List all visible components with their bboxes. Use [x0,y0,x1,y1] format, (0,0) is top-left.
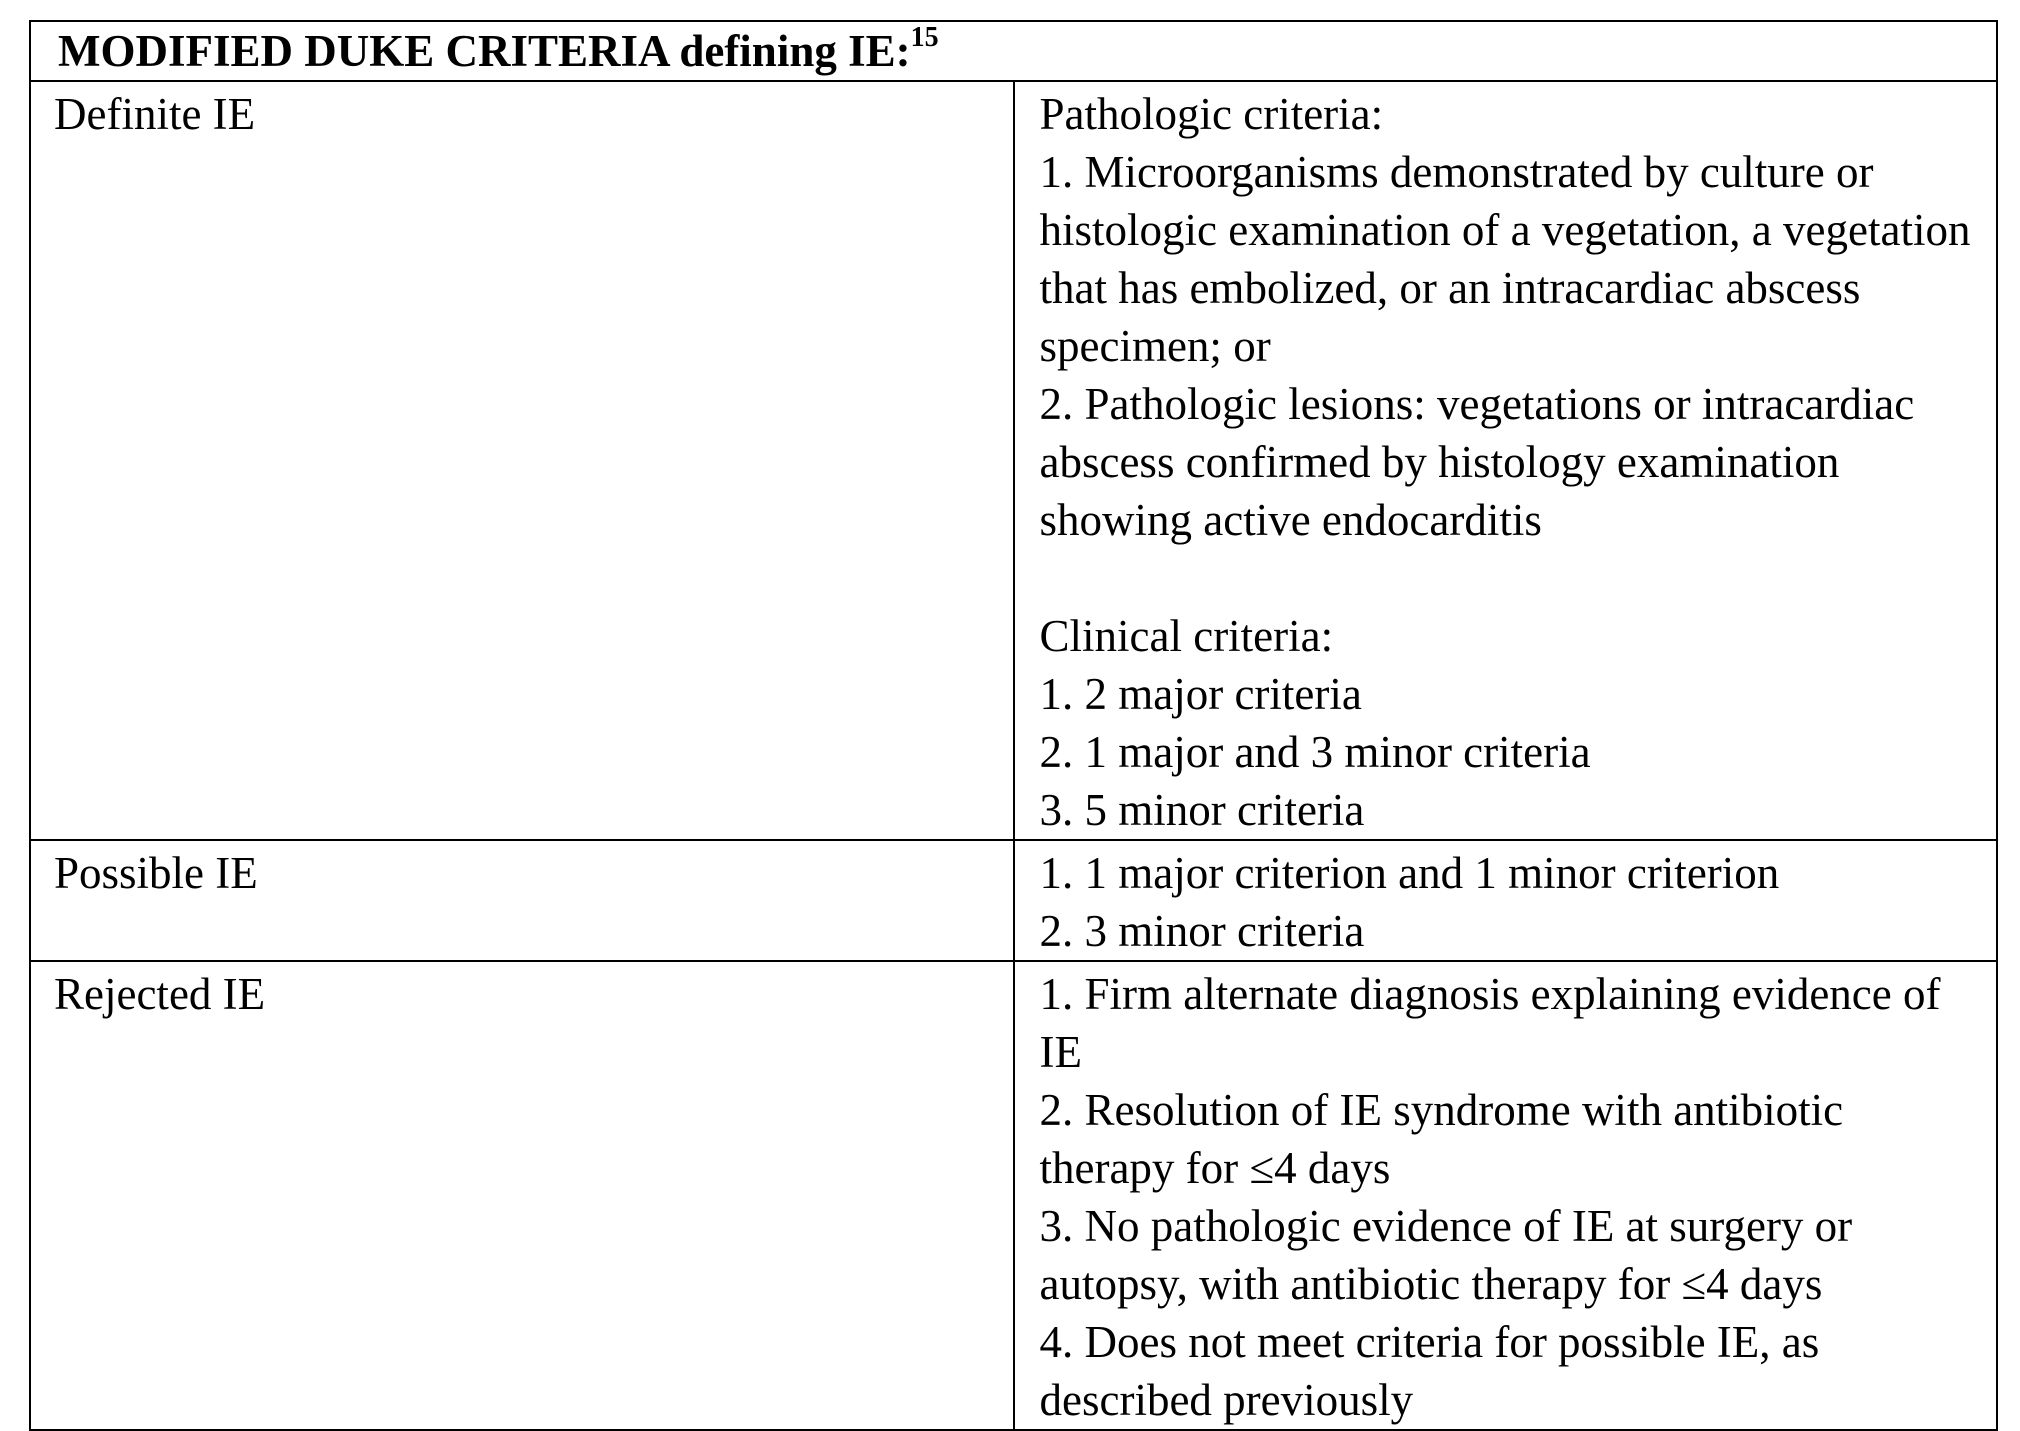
list-item: 1. 2 major criteria [1039,669,1362,719]
criteria-table-container [29,20,1998,1431]
list-item: 2. 3 minor criteria [1039,906,1365,956]
list-item: 3. No pathologic evidence of IE at surgery or autopsy, with antibiotic therapy for ≤4 days [1039,1201,1853,1309]
list-item: 2. 1 major and 3 minor criteria [1039,727,1591,777]
section-spacer [1040,549,1977,607]
row-label-possible-ie: Possible IE [30,840,1014,961]
section-heading-pathologic: Pathologic criteria: [1039,89,1384,139]
table-row-rejected-ie [30,961,1997,1430]
section-heading-clinical: Clinical criteria: [1039,611,1334,661]
citation-superscript: 15 [910,22,939,53]
list-item: 1. Firm alternate diagnosis explaining evidence of IE [1039,969,1941,1077]
list-item: 2. Resolution of IE syndrome with antibiotic therapy for ≤4 days [1039,1085,1844,1193]
list-item: 1. Microorganisms demonstrated by culture or histologic examination of a vegetation, a vegetation that has embolized, or an intracardiac abscess specimen; or [1039,147,1971,371]
row-content-definite-ie [1014,81,1998,840]
list-item: 1. 1 major criterion and 1 minor criterion [1039,848,1780,898]
row-label-rejected-ie: Rejected IE [30,961,1014,1430]
list-item: 3. 5 minor criteria [1039,785,1365,835]
list-item: 2. Pathologic lesions: vegetations or intracardiac abscess confirmed by histology examination showing active endocarditis [1039,379,1915,545]
row-label-definite-ie: Definite IE [30,81,1014,840]
modified-duke-criteria-table [29,20,1998,1431]
table-title-text: MODIFIED DUKE CRITERIA defining IE: [58,26,911,76]
list-item: 4. Does not meet criteria for possible IE, as described previously [1039,1317,1820,1425]
row-content-possible-ie [1014,840,1998,961]
table-title [30,21,1997,81]
row-content-rejected-ie [1014,961,1998,1430]
title-row [30,21,1997,81]
table-row-possible-ie [30,840,1997,961]
table-row-definite-ie [30,81,1997,840]
